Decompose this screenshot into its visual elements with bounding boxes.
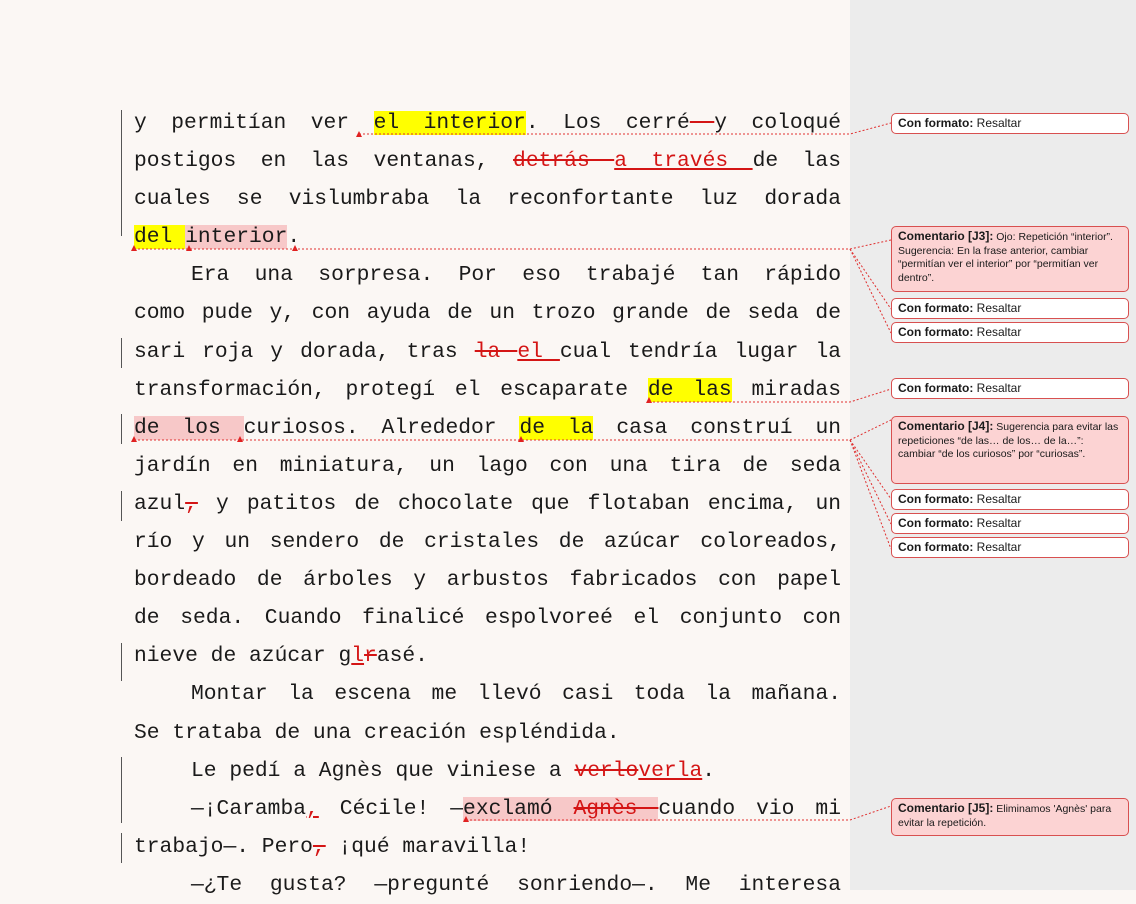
balloon-label: Con formato: bbox=[898, 381, 974, 395]
text-line bbox=[134, 637, 841, 675]
format-balloon[interactable] bbox=[891, 537, 1129, 558]
change-bar bbox=[121, 110, 122, 236]
comment-balloon[interactable] bbox=[891, 416, 1129, 484]
balloon-text: Resaltar bbox=[976, 325, 1022, 339]
text-run: trabajo—. Pero bbox=[134, 834, 313, 859]
text-line bbox=[134, 714, 841, 752]
balloon-label: Con formato: bbox=[898, 301, 974, 315]
text-line bbox=[134, 371, 841, 409]
text-run: miradas bbox=[731, 377, 841, 402]
deleted-text: verlo bbox=[574, 758, 639, 783]
text-run: . bbox=[287, 225, 301, 250]
text-run: jardín en miniatura, un lago con una tira de seda bbox=[134, 453, 841, 478]
anchor-marker bbox=[646, 397, 652, 403]
text-run: Se trataba de una creación espléndida. bbox=[134, 720, 620, 745]
balloon-text: Resaltar bbox=[976, 301, 1022, 315]
anchor-marker bbox=[186, 245, 192, 251]
inserted-text: verla bbox=[638, 758, 703, 783]
change-bar bbox=[121, 833, 122, 863]
text-line bbox=[134, 485, 841, 523]
deleted-text: , bbox=[312, 834, 326, 859]
format-balloon[interactable] bbox=[891, 513, 1129, 534]
text-run: sari roja y dorada, tras bbox=[134, 339, 475, 364]
commented-text: interior bbox=[185, 225, 288, 250]
balloon-text: Sugerencia para evitar las repeticiones “de las… de los… de la…”: cambiar “de los curiosos” por “curiosas”. bbox=[898, 421, 1119, 460]
anchor-marker bbox=[463, 816, 469, 822]
text-run: cuales se vislumbraba la reconfortante luz dorada bbox=[134, 187, 841, 212]
text-run: asé. bbox=[376, 644, 428, 669]
text-run: Le pedí a Agnès que viniese a bbox=[191, 758, 575, 783]
anchor-marker bbox=[131, 245, 137, 251]
text-run: —¡Caramba bbox=[191, 796, 307, 821]
deleted-text: Agnès bbox=[573, 796, 659, 821]
format-balloon[interactable] bbox=[891, 322, 1129, 343]
text-line bbox=[134, 104, 841, 142]
anchor-marker bbox=[237, 436, 243, 442]
balloon-label: Con formato: bbox=[898, 325, 974, 339]
text-run: y patitos de chocolate que flotaban encima, un bbox=[197, 491, 841, 516]
text-run: ¡qué maravilla! bbox=[325, 834, 531, 859]
text-run: como pude y, con ayuda de un trozo grande de seda de bbox=[134, 301, 841, 326]
balloon-text: Eliminamos 'Agnès' para evitar la repetición. bbox=[898, 803, 1112, 829]
deleted-text: la bbox=[474, 339, 518, 364]
balloon-text: Resaltar bbox=[976, 381, 1022, 395]
document-text[interactable] bbox=[134, 104, 841, 904]
text-run: río y un sendero de cristales de azúcar coloreados, bbox=[134, 530, 841, 555]
highlighted-text: el interior bbox=[373, 111, 526, 135]
change-bar bbox=[121, 643, 122, 681]
text-line bbox=[134, 333, 841, 371]
format-balloon[interactable] bbox=[891, 113, 1129, 134]
format-balloon[interactable] bbox=[891, 378, 1129, 399]
highlighted-text: de la bbox=[519, 415, 594, 440]
text-line bbox=[134, 790, 841, 828]
comment-balloon[interactable] bbox=[891, 226, 1129, 292]
text-line bbox=[134, 447, 841, 485]
anchor-marker bbox=[131, 436, 137, 442]
commented-text: exclamó bbox=[463, 796, 574, 821]
text-run: postigos en las ventanas, bbox=[134, 149, 514, 174]
deleted-text: , bbox=[185, 491, 198, 516]
text-run: transformación, protegí el escaparate bbox=[134, 377, 648, 402]
balloon-text: Resaltar bbox=[976, 540, 1022, 554]
balloon-label: Con formato: bbox=[898, 516, 974, 530]
balloon-label: Con formato: bbox=[898, 492, 974, 506]
text-line bbox=[134, 866, 841, 904]
text-run: . Los cerré bbox=[525, 111, 690, 135]
text-line bbox=[134, 523, 841, 561]
balloon-label: Comentario [J5]: bbox=[898, 801, 994, 815]
text-run: de seda. Cuando finalicé espolvoreé el conjunto con bbox=[134, 606, 841, 631]
text-run: de las bbox=[752, 149, 841, 174]
text-line bbox=[134, 218, 841, 256]
deleted-text: r bbox=[364, 644, 377, 669]
balloon-label: Con formato: bbox=[898, 540, 974, 554]
text-line bbox=[134, 294, 841, 332]
change-bar bbox=[121, 338, 122, 368]
text-run: nieve de azúcar g bbox=[134, 644, 352, 669]
comment-balloon[interactable] bbox=[891, 798, 1129, 836]
text-run: y permitían ver bbox=[134, 111, 374, 135]
text-run: y coloqué bbox=[714, 111, 842, 135]
balloon-text: Resaltar bbox=[976, 116, 1022, 130]
format-balloon[interactable] bbox=[891, 489, 1129, 510]
text-line bbox=[134, 142, 841, 180]
balloon-label: Comentario [J4]: bbox=[898, 419, 994, 433]
text-line bbox=[134, 180, 841, 218]
text-run: . bbox=[702, 758, 716, 783]
text-run: cuando vio mi bbox=[658, 796, 841, 821]
balloon-label: Comentario [J3]: bbox=[898, 229, 994, 243]
deleted-text bbox=[690, 111, 714, 135]
text-run: cual tendría lugar la bbox=[559, 339, 842, 364]
balloon-text: Ojo: Repetición “interior”. Sugerencia: En la frase anterior, cambiar “permitían ver el interior” por “permitían ver dentro”. bbox=[898, 231, 1113, 284]
balloon-label: Con formato: bbox=[898, 116, 974, 130]
text-line bbox=[134, 675, 841, 713]
change-bar bbox=[121, 491, 122, 521]
inserted-text: a través bbox=[614, 149, 753, 174]
balloon-text: Resaltar bbox=[976, 516, 1022, 530]
text-run: Cécile! — bbox=[318, 796, 464, 821]
text-run: Montar la escena me llevó casi toda la mañana. bbox=[191, 682, 841, 707]
commented-text: de los bbox=[134, 415, 244, 440]
text-run: casa construí un bbox=[593, 415, 841, 440]
balloon-text: Resaltar bbox=[976, 492, 1022, 506]
text-line bbox=[134, 561, 841, 599]
inserted-text: el bbox=[517, 339, 560, 364]
text-run: curiosos. Alrededor bbox=[243, 415, 520, 440]
text-run: bordeado de árboles y arbustos fabricados con papel bbox=[134, 568, 841, 593]
text-line bbox=[134, 828, 841, 866]
text-line bbox=[134, 599, 841, 637]
text-run: Era una sorpresa. Por eso trabajé tan rápido bbox=[191, 263, 841, 288]
highlighted-text: de las bbox=[647, 377, 732, 402]
inserted-text: , bbox=[306, 796, 319, 821]
change-bar bbox=[121, 414, 122, 444]
deleted-text: detrás bbox=[513, 149, 615, 174]
anchor-marker bbox=[356, 131, 362, 137]
anchor-marker bbox=[518, 436, 524, 442]
highlighted-text: del bbox=[134, 225, 186, 250]
text-line bbox=[134, 752, 841, 790]
text-run: azul bbox=[134, 491, 186, 516]
format-balloon[interactable] bbox=[891, 298, 1129, 319]
inserted-text: l bbox=[351, 644, 365, 669]
change-bar bbox=[121, 757, 122, 823]
text-run: —¿Te gusta? —pregunté sonriendo—. Me interesa bbox=[191, 872, 841, 897]
text-line bbox=[134, 256, 841, 294]
anchor-marker bbox=[292, 245, 298, 251]
